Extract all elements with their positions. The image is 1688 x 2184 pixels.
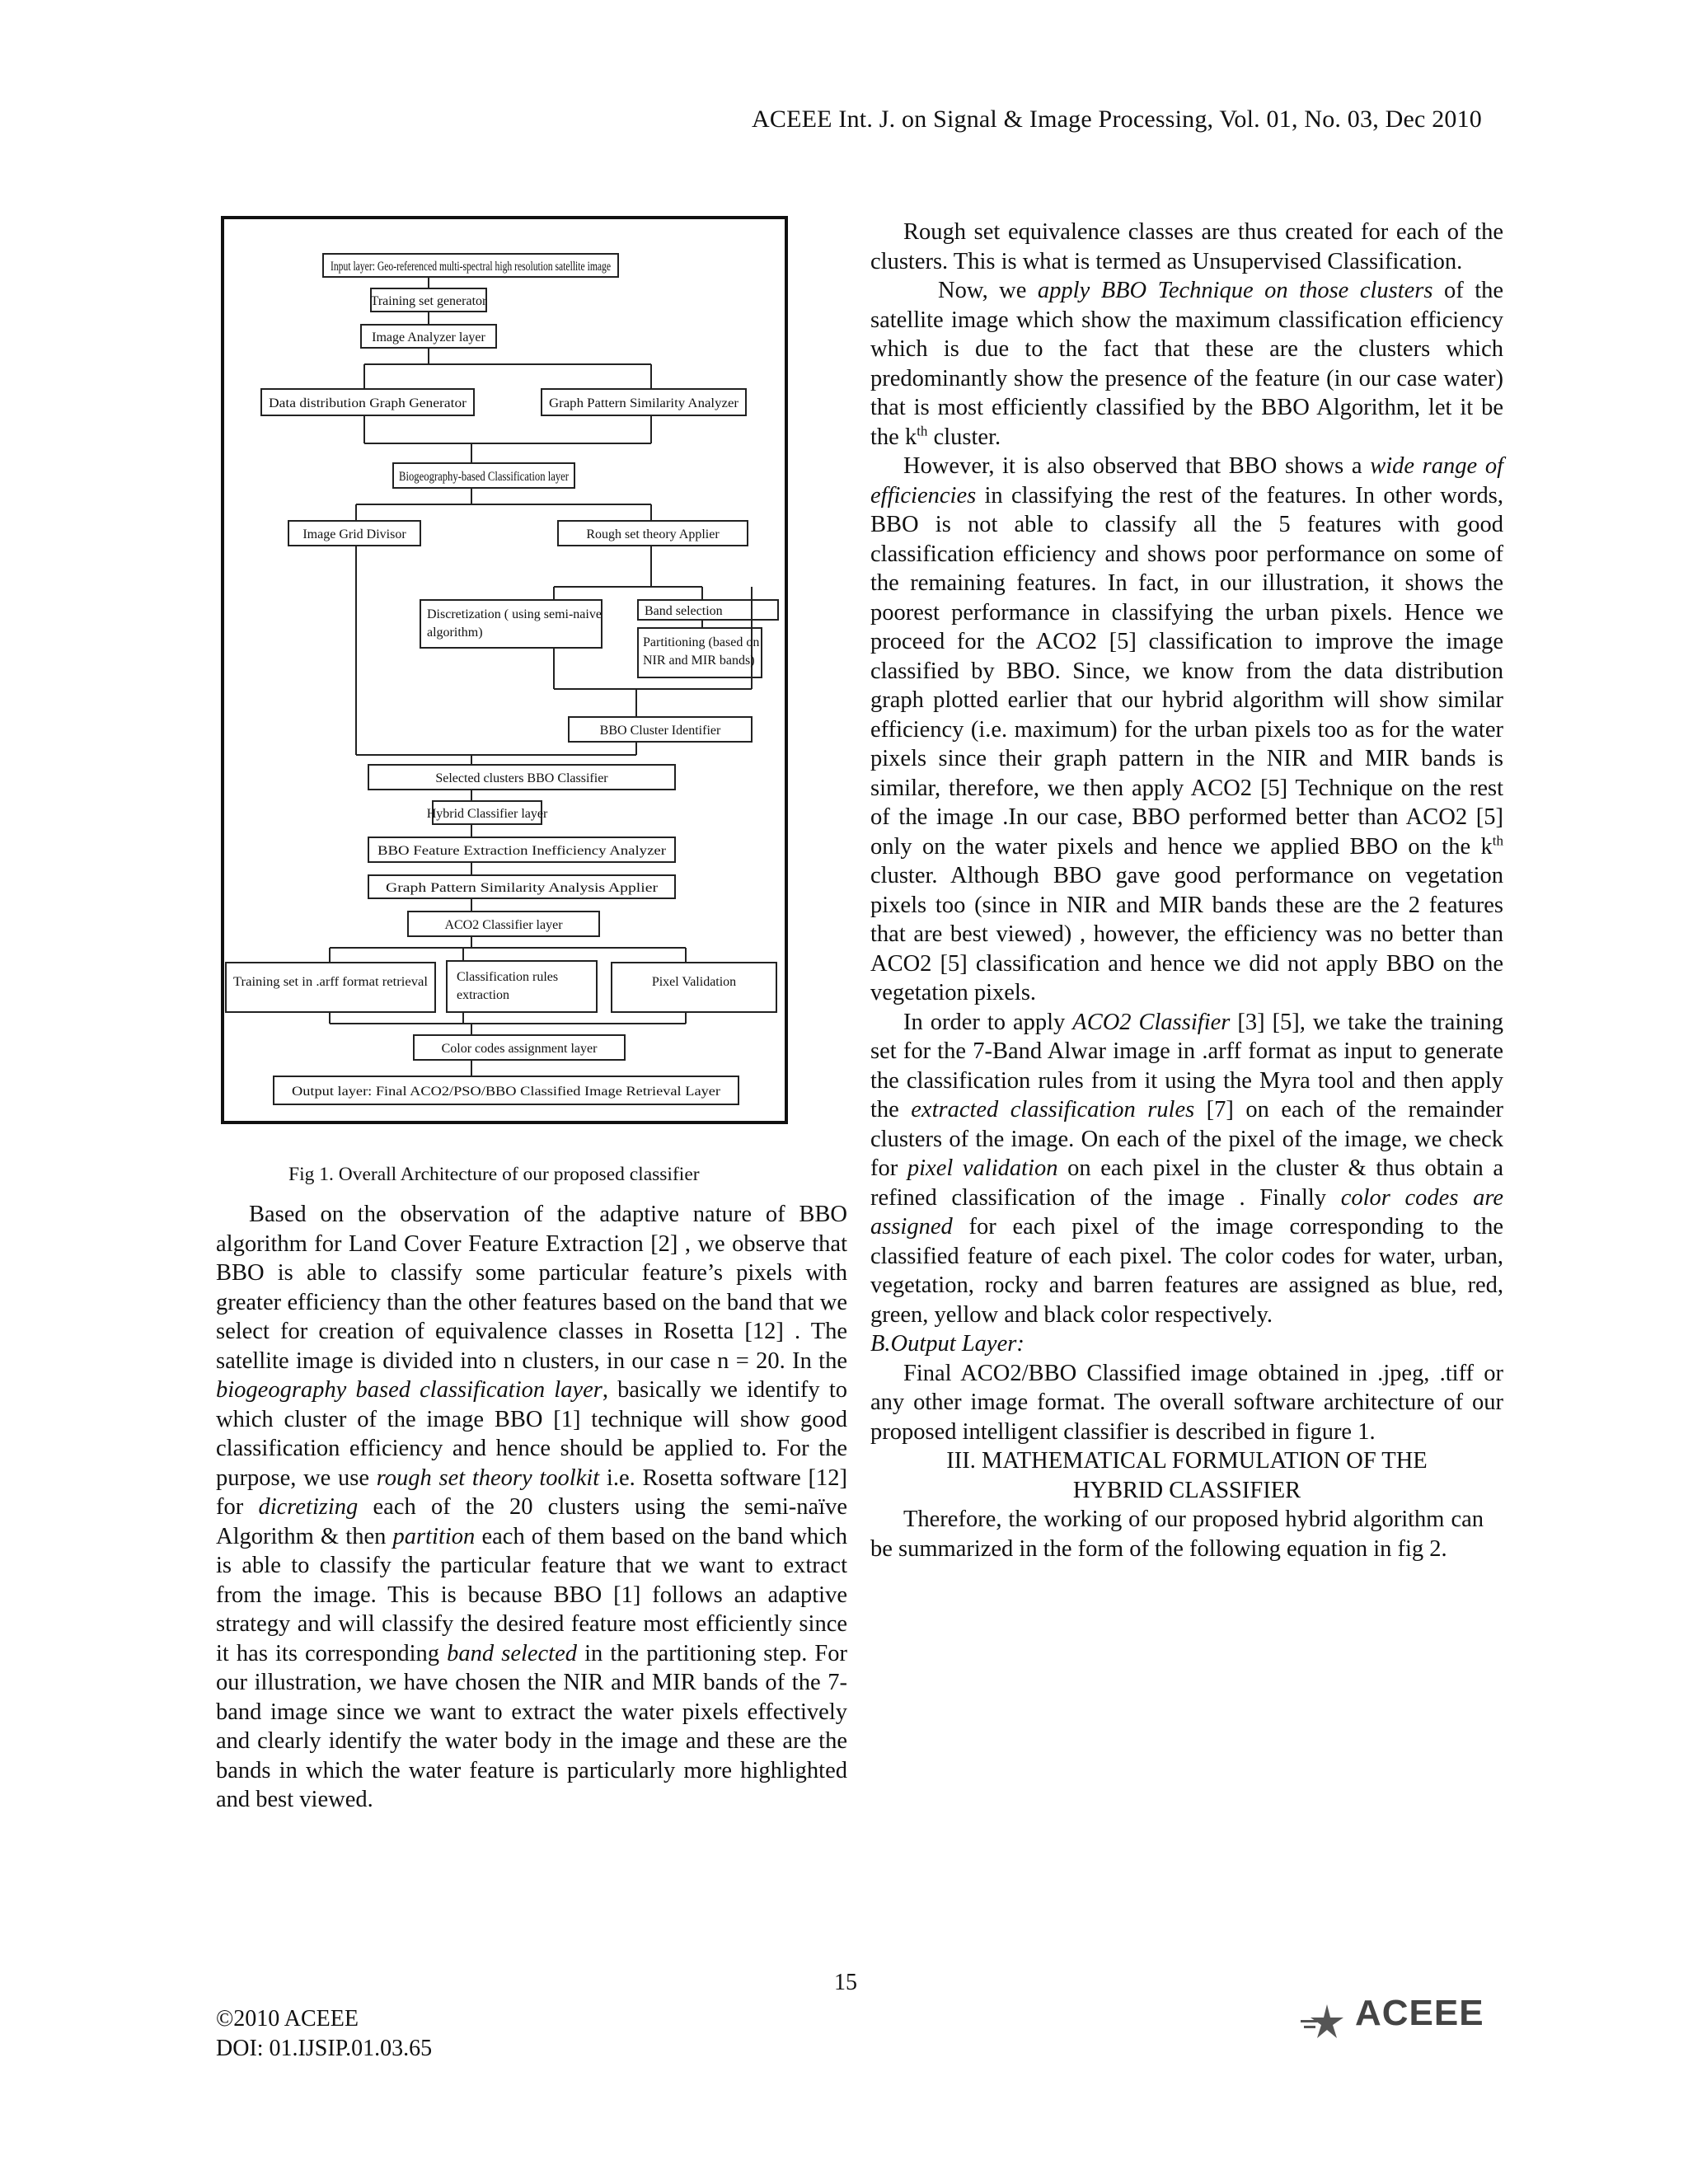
flow-grid-label: Image Grid Divisor (302, 527, 406, 541)
right-paragraph-6: Therefore, the working of our proposed hybrid algorithm can be summarized in the form of the following equation in fig 2. (870, 1507, 1484, 1562)
flow-rules-label-2: extraction (457, 988, 509, 1002)
flow-disc-label-1: Discretization ( using semi-naive (427, 607, 602, 621)
logo-text: ACEEE (1355, 1993, 1484, 2033)
section-heading: III. MATHEMATICAL FORMULATION OF THE HYBRID CLASSIFIER (946, 1448, 1428, 1503)
aceee-logo (1301, 1993, 1484, 2034)
flow-datadist-label: Data distribution Graph Generator (269, 396, 467, 410)
flow-graphsim-label: Graph Pattern Similarity Analyzer (549, 396, 739, 410)
right-paragraph-5: Final ACO2/BBO Classified image obtained in .jpeg, .tiff or any other image format. The overall software architecture of our proposed intelligent classifier is described in figure 1. (870, 1360, 1503, 1445)
right-paragraph-2: Now, we apply BBO Technique on those clusters of the satellite image which show the maximum classification efficiency which is due to the fact that these are the clusters which predominantly show the presence of the feature (in our case water) that is most efficiently classified by the BBO Algorithm, let it be the $k^{th}$ cluster. (870, 278, 1504, 450)
right-column (870, 218, 1503, 1563)
architecture-figure (221, 216, 788, 1124)
flow-part-label-2: NIR and MIR bands) (643, 654, 755, 668)
flow-arff-label: Training set in .arff format retrieval (233, 975, 429, 989)
left-paragraph-1: Based on the observation of the adaptive nature of BBO algorithm for Land Cover Feature Extraction [2] , we observe that BBO is able to classify some particular feature’s pixels with greater efficiency than the other features based on the band that we select for creation of equivalence classes in Rosetta [12] . The satellite image is divided into n clusters, in our case n = 20. In the biogeography based classification layer, basically we identify to which cluster of the image BBO [1] technique will show good classification efficiency and hence should be applied to. For the purpose, we use rough set theory toolkit i.e. Rosetta software [12] for dicretizing each of the 20 clusters using the semi-naïve Algorithm & then partition each of them based on the band which is able to classify the particular feature that we want to extract from the image. This is because BBO [1] follows an adaptive strategy and will classify the desired feature most efficiently since it has its corresponding band selected in the partitioning step. For our illustration, we have chosen the NIR and MIR bands of the 7-band image since we want to extract the water pixels effectively and clearly identify the water body in the image and these are the bands in which the water feature is particularly more highlighted and best viewed. (216, 1202, 848, 1812)
architecture-flowchart (224, 219, 785, 1121)
page-number: 15 (834, 1970, 857, 1995)
flow-hybrid-label: Hybrid Classifier layer (426, 807, 548, 821)
flow-rules-label-1: Classification rules (457, 970, 559, 984)
flow-aco2-label: ACO2 Classifier layer (444, 918, 563, 932)
star-icon (1301, 2001, 1352, 2042)
flow-bbolayer-label: Biogeography-based Classification layer (399, 470, 570, 484)
flow-part-label-1: Partitioning (based on (643, 635, 760, 649)
flow-disc-label-2: algorithm) (427, 626, 483, 640)
output-layer-subheading: B.Output Layer: (870, 1331, 1025, 1357)
flow-output-label: Output layer: Final ACO2/PSO/BBO Classified Image Retrieval Layer (292, 1085, 721, 1099)
flow-rough-label: Rough set theory Applier (586, 527, 720, 541)
running-header: ACEEE Int. J. on Signal & Image Processing, Vol. 01, No. 03, Dec 2010 (752, 105, 1482, 133)
flow-pixel-label: Pixel Validation (651, 975, 737, 989)
flow-color-label: Color codes assignment layer (441, 1042, 598, 1056)
flow-training-label: Training set generator (370, 294, 487, 308)
left-column (216, 1200, 847, 1815)
flow-ineff-label: BBO Feature Extraction Inefficiency Analyzer (377, 844, 667, 858)
right-paragraph-4: In order to apply ACO2 Classifier [3] [5], we take the training set for the 7-Band Alwar image in .arff format as input to generate the classification rules from it using the Myra tool and then apply the extracted classification rules [7] on each of the remainder clusters of the image. On each of the pixel of the image, we check for pixel validation on each pixel in the cluster & thus obtain a refined classification of the image . Finally color codes are assigned for each pixel of the image corresponding to the classified feature of each pixel. The color codes for water, urban, vegetation, rocky and barren features are assigned as blue, red, green, yellow and black color respectively. (870, 1009, 1504, 1328)
right-paragraph-1: Rough set equivalence classes are thus created for each of the clusters. This is what is termed as Unsupervised Classification. (870, 219, 1503, 274)
flow-cluster-label: BBO Cluster Identifier (599, 724, 721, 738)
figure-caption: Fig 1. Overall Architecture of our proposed classifier (288, 1164, 700, 1185)
flow-analyzer-label: Image Analyzer layer (372, 330, 485, 344)
flow-band-label: Band selection (645, 604, 723, 618)
footer-copyright: ©2010 ACEEE DOI: 01.IJSIP.01.03.65 (216, 2006, 433, 2061)
right-paragraph-3: However, it is also observed that BBO shows a wide range of efficiencies in classifying the rest of the features. In other words, BBO is not able to classify all the 5 features with good classification efficiency and shows poor performance on some of the remaining features. In fact, in our illustration, it shows the poorest performance in classifying the urban pixels. Hence we proceed for the ACO2 [5] classification to improve the image classified by BBO. Since, we know from the data distribution graph plotted earlier that our hybrid algorithm will show similar efficiency (i.e. maximum) for the urban pixels too as for the water pixels since their graph pattern in the NIR and MIR bands is similar, therefore, we then apply ACO2 [5] Technique on the rest of the image .In our case, BBO performed better than ACO2 [5] only on the water pixels and hence we applied BBO on the $k^{th}$ cluster. Although BBO gave good performance on vegetation pixels too (since in NIR and MIR bands these are the 2 features that are best viewed) , however, the efficiency was no better than ACO2 [5] classification and hence we did not apply BBO on the vegetation pixels. (870, 453, 1503, 1005)
flow-gpsaa-label: Graph Pattern Similarity Analysis Applier (386, 881, 659, 895)
flow-input-label: Input layer: Geo-referenced multi-spectral high resolution satellite image (331, 260, 611, 274)
flow-selected-label: Selected clusters BBO Classifier (435, 771, 608, 785)
